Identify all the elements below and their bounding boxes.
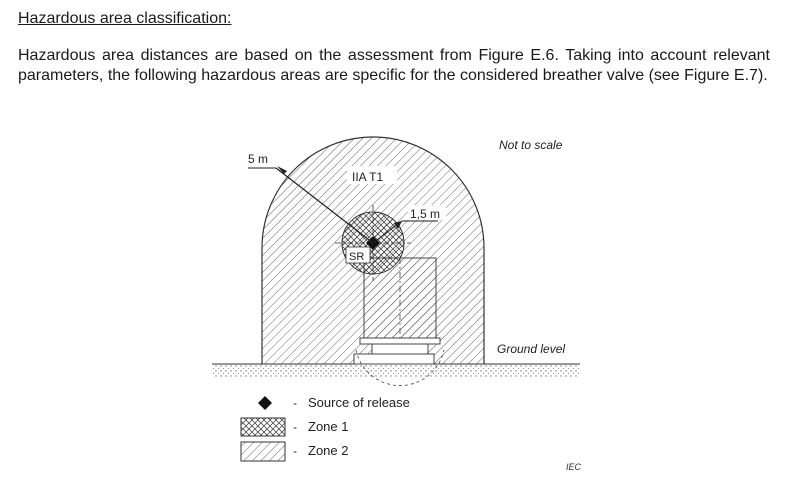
paragraph-text: Hazardous area distances are based on the assessment from Figure E.6. Taking into account relevant parameters, the following hazardous areas are specific for the considered breather valve (see Figure E.7). bbox=[18, 47, 770, 84]
ground-hatch bbox=[212, 364, 580, 378]
legend-zone2-text: Zone 2 bbox=[308, 443, 349, 458]
tank-foot bbox=[354, 354, 434, 364]
legend-zone2-swatch bbox=[241, 442, 285, 461]
gas-group-label: IIA T1 bbox=[352, 170, 384, 184]
not-to-scale-note: Not to scale bbox=[499, 138, 563, 152]
legend-dash-2: - bbox=[293, 420, 297, 434]
section-heading: Hazardous area classification: bbox=[18, 10, 232, 27]
legend-dash-3: - bbox=[293, 444, 297, 458]
legend-diamond-icon bbox=[258, 396, 272, 410]
inner-radius-label: 1,5 m bbox=[410, 207, 441, 221]
iec-credit: IEC bbox=[566, 462, 582, 472]
legend-zone1-text: Zone 1 bbox=[308, 419, 349, 434]
legend-source-text: Source of release bbox=[308, 395, 410, 410]
outer-radius-label: 5 m bbox=[248, 152, 269, 166]
legend-dash-1: - bbox=[293, 396, 297, 410]
tank-skirt bbox=[372, 344, 428, 354]
tank-base bbox=[360, 338, 440, 344]
legend-zone1-swatch bbox=[241, 418, 285, 436]
ground-level-label: Ground level bbox=[497, 342, 566, 356]
sr-label: SR bbox=[349, 251, 365, 263]
